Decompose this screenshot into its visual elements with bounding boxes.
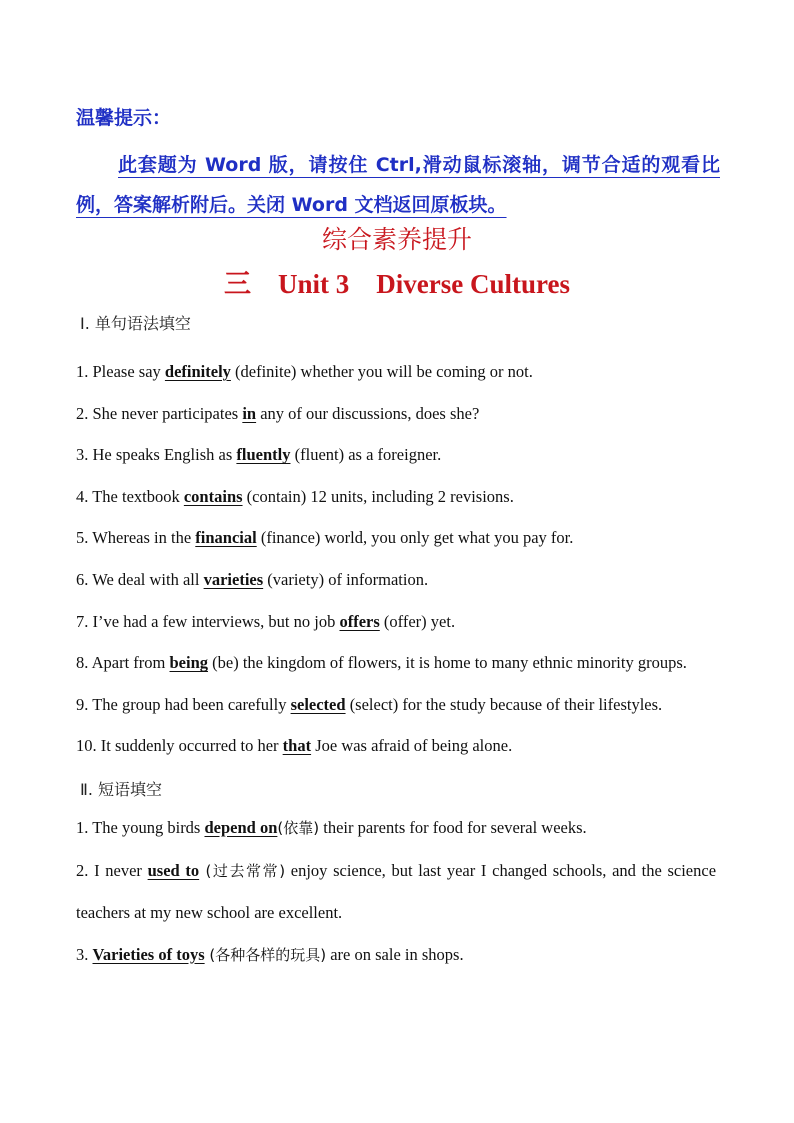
item-text: Please say — [92, 362, 165, 381]
item-text: The textbook — [92, 486, 184, 506]
item-text: It suddenly occurred to her — [100, 736, 283, 756]
item-text: Whereas in the — [92, 528, 196, 548]
chinese-hint: (过去常常) — [199, 861, 286, 880]
exercise-item — [76, 476, 716, 518]
item-text: their parents for food for several weeks. — [319, 817, 587, 837]
item-number: 6. — [76, 569, 93, 589]
item-text: The young birds — [92, 817, 205, 837]
exercise-item — [76, 517, 716, 559]
item-text: (definite) whether you will be coming or not. — [230, 362, 533, 381]
item-text: She never participates — [92, 403, 243, 423]
unit-title: 三 Unit 3 Diverse Cultures — [224, 269, 570, 299]
item-text: enjoy science, but last year I changed schools, and the science teachers at my new school are excellent. — [76, 860, 717, 923]
exercise-item — [76, 934, 716, 977]
answer-text: being — [169, 653, 209, 673]
item-text: are on sale in shops. — [326, 944, 464, 964]
exercise-item — [76, 725, 716, 767]
item-number: 7. — [76, 611, 93, 631]
exercise-item — [76, 807, 716, 850]
item-number: 9. — [76, 694, 93, 714]
item-text: The group had been carefully — [92, 694, 291, 714]
item-text: (select) for the study because of their lifestyles. — [345, 694, 663, 714]
item-number: 4. — [76, 486, 93, 506]
item-number: 1. — [76, 362, 93, 381]
answer-text: selected — [290, 694, 346, 714]
exercise-item — [76, 850, 716, 934]
exercise-content — [76, 309, 716, 976]
chinese-hint: (依靠) — [277, 818, 320, 837]
exercise-item — [76, 684, 716, 726]
item-number: 8. — [76, 653, 92, 673]
item-number: 3. — [76, 445, 93, 465]
item-text: (be) the kingdom of flowers, it is home to many ethnic minority groups. — [208, 653, 687, 673]
exercise-item — [76, 351, 716, 393]
exercise-item — [76, 601, 716, 643]
item-text: (fluent) as a foreigner. — [290, 445, 442, 465]
item-number: 1. — [76, 817, 93, 837]
section-heading-grammar: Ⅰ. 单句语法填空 — [80, 314, 191, 333]
item-number: 3. — [76, 944, 93, 964]
section-heading-phrases: Ⅱ. 短语填空 — [80, 779, 163, 799]
item-text: (offer) yet. — [379, 611, 456, 631]
item-text: I’ve had a few interviews, but no job — [92, 611, 340, 631]
item-number: 2. — [76, 403, 93, 423]
item-text: Joe was afraid of being alone. — [311, 736, 513, 756]
answer-text: contains — [183, 486, 243, 506]
item-text: (contain) 12 units, including 2 revisions. — [242, 486, 514, 506]
answer-text: financial — [195, 528, 257, 548]
item-text: any of our discussions, does she? — [256, 403, 480, 423]
tip-heading: 温馨提示： — [76, 107, 172, 129]
item-number: 2. — [76, 860, 95, 880]
item-text: Apart from — [91, 653, 170, 673]
answer-text: definitely — [164, 362, 231, 381]
answer-text: in — [242, 403, 257, 423]
exercise-item — [76, 393, 716, 435]
item-text: (variety) of information. — [263, 569, 429, 589]
item-number: 5. — [76, 528, 93, 548]
answer-text: that — [282, 736, 312, 756]
answer-text: Varieties of toys — [92, 944, 205, 964]
item-number: 10. — [76, 736, 101, 756]
exercise-item — [76, 434, 716, 476]
item-text: (finance) world, you only get what you pay for. — [256, 528, 574, 548]
exercise-item — [76, 642, 716, 684]
item-text: I never — [94, 860, 148, 880]
page-title: 综合素养提升 — [321, 225, 472, 254]
tip-body-text: 此套题为 Word 版，请按住 Ctrl,滑动鼠标滚轴，调节合适的观看比例，答案解析附后。关闭 Word 文档返回原板块。 — [76, 154, 720, 216]
tip-body — [76, 145, 720, 225]
tip-block — [76, 104, 720, 225]
chinese-hint: (各种各样的玩具) — [204, 945, 327, 964]
answer-text: offers — [339, 611, 380, 631]
answer-text: varieties — [203, 569, 264, 589]
item-text: We deal with all — [92, 569, 204, 589]
exercise-item — [76, 559, 716, 601]
answer-text: depend on — [204, 817, 278, 837]
answer-text: used to — [147, 860, 200, 880]
answer-text: fluently — [236, 445, 291, 465]
item-text: He speaks English as — [92, 445, 237, 465]
